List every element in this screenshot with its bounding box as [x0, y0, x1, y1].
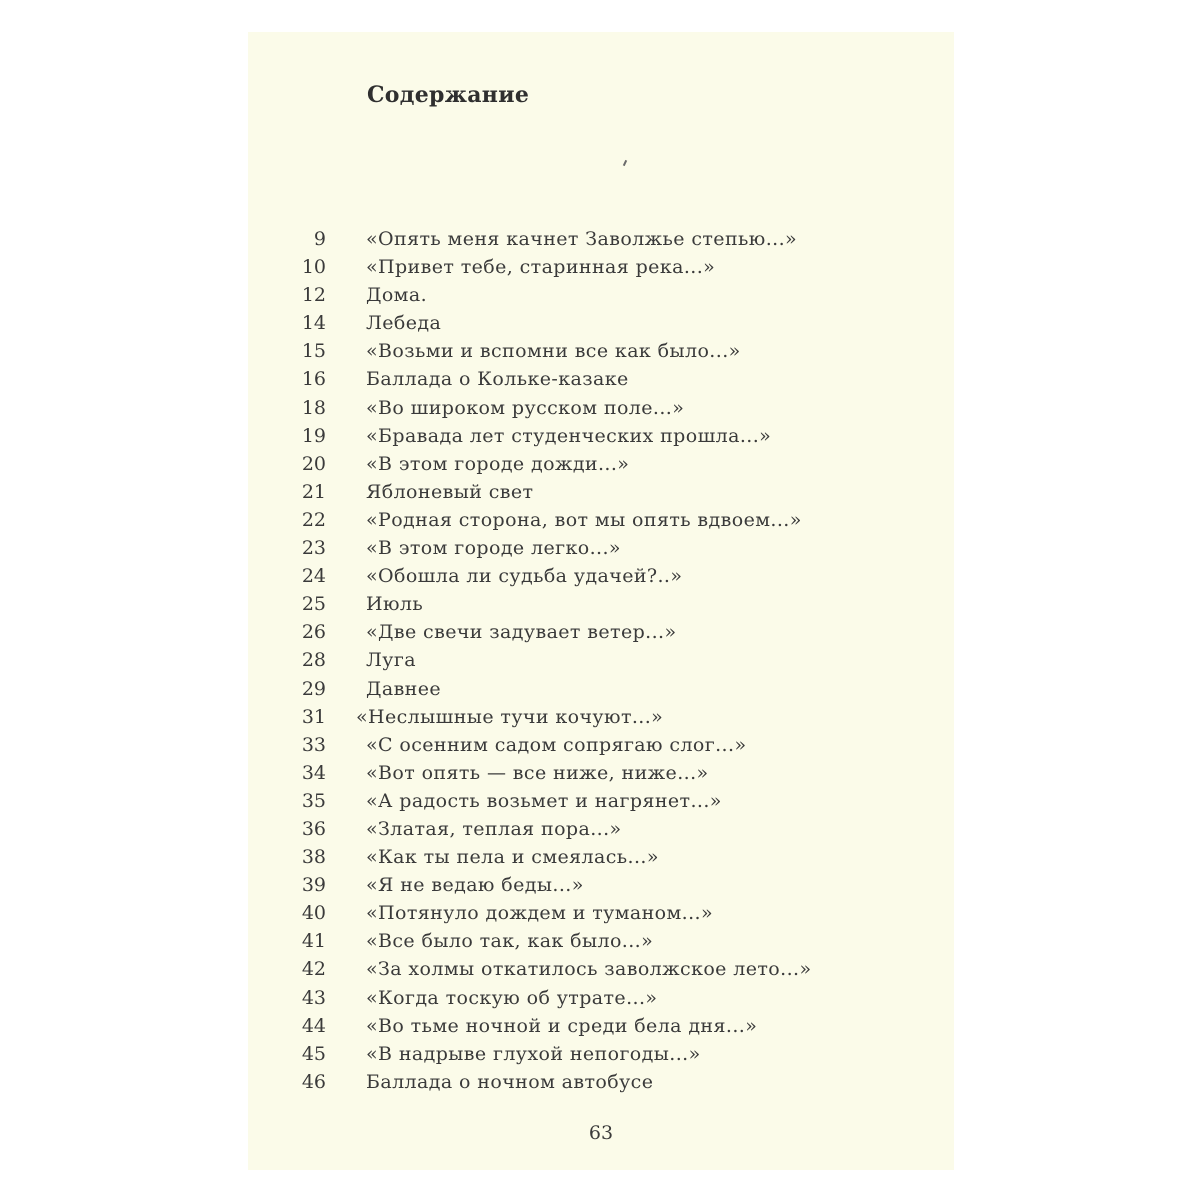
- toc-title: «В надрыве глухой непогоды...»: [366, 1042, 701, 1065]
- page-heading: Содержание: [367, 82, 530, 108]
- toc-entry: [300, 987, 920, 1015]
- toc-page-number: 43: [301, 986, 326, 1009]
- page-number: 63: [588, 1122, 614, 1144]
- toc-entry: [300, 312, 920, 340]
- toc-title: Яблоневый свет: [366, 480, 534, 503]
- toc-page-number: 14: [301, 312, 326, 335]
- toc-title: Лебеда: [366, 312, 442, 335]
- toc-title: «Две свечи задувает ветер...»: [366, 621, 677, 644]
- toc-entry: [300, 902, 920, 930]
- toc-page-number: 12: [301, 284, 326, 307]
- toc-page-number: 16: [301, 368, 326, 391]
- toc-entry: [300, 958, 920, 986]
- toc-title: «Возьми и вспомни все как было...»: [366, 340, 741, 363]
- toc-page-number: 29: [301, 677, 326, 700]
- toc-entry: [300, 453, 920, 481]
- toc-entry: [300, 368, 920, 396]
- toc-page-number: 41: [301, 930, 326, 953]
- toc-entry: [300, 340, 920, 368]
- toc-title: «Во широком русском поле...»: [366, 396, 685, 419]
- toc-title: «Родная сторона, вот мы опять вдвоем...»: [366, 508, 802, 531]
- toc-entry: [300, 481, 920, 509]
- toc-entry: [300, 734, 920, 762]
- toc-page-number: 28: [301, 649, 326, 672]
- toc-entry: [300, 762, 920, 790]
- toc-page-number: 19: [301, 424, 326, 447]
- toc-title: «Потянуло дождем и туманом...»: [366, 902, 714, 925]
- toc-title: «Как ты пела и смеялась...»: [366, 846, 659, 869]
- toc-entry: [300, 706, 920, 734]
- toc-entry: [300, 930, 920, 958]
- toc-page-number: 45: [301, 1042, 326, 1065]
- toc-page-number: 42: [301, 958, 326, 981]
- toc-page-number: 15: [301, 340, 326, 363]
- toc-entry: [300, 1043, 920, 1071]
- toc-page-number: 24: [301, 565, 326, 588]
- toc-title: Баллада о ночном автобусе: [366, 1070, 654, 1093]
- table-of-contents: [300, 228, 920, 1099]
- toc-title: «Златая, теплая пора...»: [366, 817, 622, 840]
- toc-title: «А радость возьмет и нагрянет...»: [366, 789, 722, 812]
- toc-entry: [300, 649, 920, 677]
- toc-title: Баллада о Кольке-казаке: [366, 368, 629, 391]
- toc-title: Давнее: [366, 677, 442, 700]
- toc-page-number: 26: [301, 621, 326, 644]
- toc-entry: [300, 874, 920, 902]
- toc-entry: [300, 256, 920, 284]
- toc-entry: [300, 284, 920, 312]
- toc-title: «Когда тоскую об утрате...»: [366, 986, 658, 1009]
- toc-title: «Опять меня качнет Заволжье степью...»: [366, 228, 798, 250]
- toc-page-number: 46: [301, 1070, 326, 1093]
- toc-page-number: 35: [301, 789, 326, 812]
- toc-title: «Бравада лет студенческих прошла...»: [366, 424, 772, 447]
- toc-title: «Неслышные тучи кочуют...»: [356, 705, 664, 728]
- toc-entry: [300, 1071, 920, 1099]
- toc-page-number: 40: [301, 902, 326, 925]
- toc-entry: [300, 425, 920, 453]
- toc-entry: [300, 678, 920, 706]
- toc-page-number: 23: [301, 537, 326, 560]
- toc-page-number: 33: [301, 733, 326, 756]
- toc-page-number: 22: [301, 508, 326, 531]
- toc-page-number: 25: [301, 593, 326, 616]
- toc-title: «Я не ведаю беды...»: [366, 874, 584, 897]
- toc-title: «Привет тебе, старинная река...»: [366, 256, 716, 279]
- toc-title: «Все было так, как было...»: [366, 930, 654, 953]
- toc-entry: [300, 397, 920, 425]
- toc-page-number: 21: [301, 480, 326, 503]
- toc-entry: [300, 846, 920, 874]
- toc-title: «Обошла ли судьба удачей?..»: [366, 565, 683, 588]
- toc-title: Июль: [366, 593, 424, 616]
- toc-title: «В этом городе легко...»: [366, 537, 621, 560]
- book-page: [248, 32, 954, 1170]
- toc-title: Дома.: [366, 284, 428, 307]
- toc-entry: [300, 593, 920, 621]
- toc-entry: [300, 1015, 920, 1043]
- toc-entry: [300, 537, 920, 565]
- toc-entry: [300, 228, 920, 256]
- toc-entry: [300, 621, 920, 649]
- toc-entry: [300, 509, 920, 537]
- toc-page-number: 9: [313, 228, 326, 250]
- toc-page-number: 36: [301, 817, 326, 840]
- toc-page-number: 31: [301, 705, 326, 728]
- toc-page-number: 38: [301, 846, 326, 869]
- toc-page-number: 44: [301, 1014, 326, 1037]
- toc-title: «За холмы откатилось заволжское лето...»: [366, 958, 812, 981]
- toc-title: «С осенним садом сопрягаю слог...»: [366, 733, 747, 756]
- toc-page-number: 34: [301, 761, 326, 784]
- toc-page-number: 10: [301, 256, 326, 279]
- toc-title: «Во тьме ночной и среди бела дня...»: [366, 1014, 758, 1037]
- toc-entry: [300, 565, 920, 593]
- print-speck: [623, 160, 627, 166]
- toc-page-number: 39: [301, 874, 326, 897]
- toc-entry: [300, 790, 920, 818]
- toc-title: «В этом городе дожди...»: [366, 452, 630, 475]
- toc-entry: [300, 818, 920, 846]
- toc-page-number: 18: [301, 396, 326, 419]
- toc-title: «Вот опять — все ниже, ниже...»: [366, 761, 709, 784]
- toc-page-number: 20: [301, 452, 326, 475]
- toc-title: Луга: [366, 649, 416, 672]
